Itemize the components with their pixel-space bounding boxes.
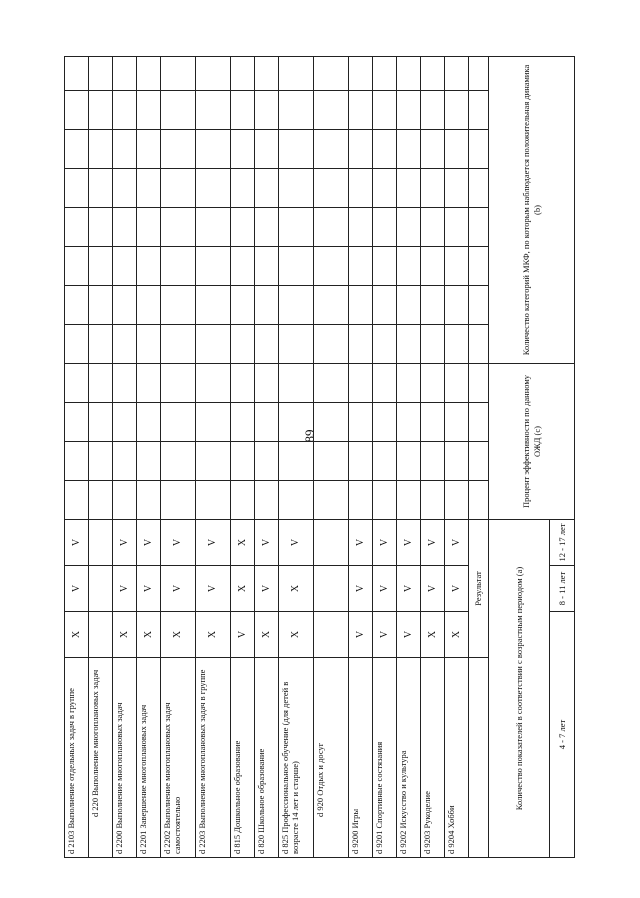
empty-cell [349,286,373,325]
mark-cell: V [349,566,373,612]
empty-cell [196,481,231,520]
mark-cell: V [397,520,421,566]
empty-cell [445,442,469,481]
empty-cell [137,91,161,130]
mark-cell [314,612,349,658]
mark-cell: V [113,566,137,612]
empty-cell [231,442,255,481]
mark-cell: V [161,566,196,612]
mark-cell: V [397,566,421,612]
empty-cell [137,247,161,286]
empty-cell [445,247,469,286]
empty-cell [196,442,231,481]
empty-cell [373,91,397,130]
empty-cell [113,247,137,286]
table-row [373,57,397,858]
empty-cell [279,286,314,325]
empty-cell [231,169,255,208]
mark-cell [89,612,113,658]
page-number: 89 [302,429,317,443]
empty-cell [445,364,469,403]
footer-col-b: Количество категорий МКФ, по которым наблюдается положительная динамика (b) [489,57,575,364]
empty-cell [421,130,445,169]
row-label: d 2200 Выполнение многоплановых задач [113,658,137,858]
mark-cell: X [231,566,255,612]
empty-cell [314,169,349,208]
footer-col-a: Количество показателей в соответствии с возрастным периодом (а) [489,520,550,858]
empty-cell [314,442,349,481]
empty-cell [279,481,314,520]
empty-cell [397,442,421,481]
empty-cell [65,364,89,403]
empty-cell [469,169,489,208]
result-row [469,57,489,858]
empty-cell [65,403,89,442]
empty-cell [397,208,421,247]
mark-cell: X [137,612,161,658]
age-group-label: 4 - 7 лет [550,612,575,858]
empty-cell [373,208,397,247]
table-body [65,57,575,858]
age-group-label: 12 - 17 лет [550,520,575,566]
empty-cell [445,208,469,247]
empty-cell [373,57,397,91]
empty-cell [421,169,445,208]
row-label: d 820 Школьное образование [255,658,279,858]
empty-cell [196,130,231,169]
mark-cell: V [373,520,397,566]
empty-cell [469,325,489,364]
empty-cell [255,286,279,325]
empty-cell [89,403,113,442]
empty-cell [445,481,469,520]
rotated-table-container [64,58,567,858]
mark-cell: V [279,520,314,566]
empty-cell [113,481,137,520]
empty-cell [255,325,279,364]
empty-cell [279,403,314,442]
empty-cell [349,325,373,364]
empty-cell [113,325,137,364]
empty-cell [231,481,255,520]
mark-cell [314,566,349,612]
row-label: d 815 Дошкольное образование [231,658,255,858]
empty-cell [161,286,196,325]
empty-cell [314,481,349,520]
empty-cell [314,57,349,91]
empty-cell [397,286,421,325]
empty-cell [161,403,196,442]
empty-cell [113,91,137,130]
empty-cell [196,208,231,247]
empty-cell [196,286,231,325]
table-row [314,57,349,858]
empty-cell [469,91,489,130]
empty-cell [113,403,137,442]
mark-cell: X [421,612,445,658]
empty-cell [137,130,161,169]
empty-cell [255,481,279,520]
mark-cell: X [279,612,314,658]
empty-cell [373,247,397,286]
empty-cell [373,481,397,520]
empty-cell [255,364,279,403]
mark-cell: V [349,612,373,658]
empty-cell [469,364,489,403]
empty-cell [349,208,373,247]
footer-header-row [489,57,550,858]
empty-cell [349,442,373,481]
empty-cell [89,442,113,481]
empty-cell [469,403,489,442]
row-label: d 2203 Выполнение многоплановых задач в группе [196,658,231,858]
empty-cell [421,325,445,364]
empty-cell [445,130,469,169]
empty-cell [397,364,421,403]
empty-cell [469,481,489,520]
empty-cell [113,169,137,208]
table-row [89,57,113,858]
empty-cell [196,364,231,403]
empty-cell [231,208,255,247]
empty-cell [445,403,469,442]
empty-cell [231,247,255,286]
row-label: d 9203 Рукоделие [421,658,445,858]
empty-cell [279,325,314,364]
empty-cell [469,442,489,481]
empty-cell [137,208,161,247]
empty-cell [314,208,349,247]
empty-cell [137,364,161,403]
table-row [255,57,279,858]
empty-cell [349,169,373,208]
empty-cell [231,286,255,325]
row-label: d 9200 Игры [349,658,373,858]
empty-cell [89,91,113,130]
empty-cell [314,364,349,403]
row-label: d 2103 Выполнение отдельных задач в группе [65,658,89,858]
assessment-table [64,56,575,858]
mark-cell: V [65,566,89,612]
empty-cell [113,364,137,403]
mark-cell: V [255,520,279,566]
empty-cell [421,208,445,247]
empty-cell [161,442,196,481]
mark-cell: V [196,520,231,566]
empty-cell [469,57,489,91]
empty-cell [113,442,137,481]
mark-cell: X [255,612,279,658]
empty-cell [113,130,137,169]
empty-cell [255,130,279,169]
empty-cell [196,325,231,364]
empty-cell [314,91,349,130]
empty-cell [65,247,89,286]
empty-cell [397,130,421,169]
empty-cell [255,91,279,130]
empty-cell [137,325,161,364]
empty-cell [65,481,89,520]
empty-cell [137,442,161,481]
empty-cell [373,169,397,208]
empty-cell [469,208,489,247]
empty-cell [89,247,113,286]
empty-cell [65,169,89,208]
mark-cell [89,520,113,566]
empty-cell [373,325,397,364]
empty-cell [421,442,445,481]
table-row [137,57,161,858]
empty-cell [65,130,89,169]
row-label: d 9201 Спортивные состязания [373,658,397,858]
empty-cell [255,442,279,481]
empty-cell [196,247,231,286]
empty-cell [161,325,196,364]
mark-cell: V [255,566,279,612]
empty-cell [255,247,279,286]
empty-cell [231,57,255,91]
empty-cell [196,169,231,208]
empty-cell [421,364,445,403]
mark-cell: X [279,566,314,612]
empty-cell [421,247,445,286]
table-row [65,57,89,858]
empty-cell [349,57,373,91]
mark-cell [89,566,113,612]
empty-cell [445,286,469,325]
mark-cell: V [161,520,196,566]
empty-cell [65,325,89,364]
empty-cell [231,91,255,130]
empty-cell [161,91,196,130]
mark-cell: X [196,612,231,658]
empty-cell [137,57,161,91]
empty-cell [421,286,445,325]
row-label: d 9204 Хобби [445,658,469,858]
empty-cell [279,91,314,130]
empty-cell [231,403,255,442]
empty-cell [445,169,469,208]
empty-cell [421,481,445,520]
empty-cell [469,247,489,286]
table-row [231,57,255,858]
mark-cell: V [349,520,373,566]
row-label: d 825 Профессиональное обучение (для детей в возрасте 14 лет и старше) [279,658,314,858]
empty-cell [161,364,196,403]
table-row [397,57,421,858]
empty-cell [397,57,421,91]
empty-cell [89,130,113,169]
table-row [445,57,469,858]
mark-cell: V [373,612,397,658]
mark-cell: V [137,566,161,612]
empty-cell [349,91,373,130]
empty-cell [113,286,137,325]
empty-cell [373,364,397,403]
empty-cell [421,57,445,91]
mark-cell: X [65,612,89,658]
row-label: d 2201 Завершение многоплановых задач [137,658,161,858]
empty-cell [255,208,279,247]
age-group-label: 8 - 11 лет [550,566,575,612]
mark-cell: V [231,612,255,658]
empty-cell [349,481,373,520]
empty-cell [65,208,89,247]
empty-cell [279,364,314,403]
empty-cell [161,57,196,91]
mark-cell: V [65,520,89,566]
empty-cell [397,403,421,442]
row-label: d 220 Выполнение многоплановых задач [89,658,113,858]
empty-cell [89,286,113,325]
mark-cell: V [113,520,137,566]
mark-cell: V [196,566,231,612]
empty-cell [314,403,349,442]
empty-cell [421,91,445,130]
empty-cell [89,169,113,208]
result-label: Результат [469,520,489,658]
empty-cell [445,57,469,91]
empty-cell [445,325,469,364]
empty-cell [469,286,489,325]
empty-cell [65,286,89,325]
empty-cell [397,325,421,364]
empty-cell [397,91,421,130]
result-empty [469,658,489,858]
mark-cell: V [397,612,421,658]
empty-cell [89,364,113,403]
empty-cell [314,286,349,325]
empty-cell [89,57,113,91]
empty-cell [255,403,279,442]
empty-cell [397,169,421,208]
empty-cell [373,286,397,325]
table-row [113,57,137,858]
empty-cell [231,325,255,364]
empty-cell [279,169,314,208]
table-row [279,57,314,858]
footer-col-c: Процент эффективности по данному ОЖД (с) [489,364,575,520]
empty-cell [279,247,314,286]
empty-cell [137,286,161,325]
empty-cell [349,247,373,286]
empty-cell [89,208,113,247]
empty-cell [255,57,279,91]
empty-cell [314,130,349,169]
empty-cell [397,247,421,286]
mark-cell: V [421,520,445,566]
empty-cell [161,208,196,247]
row-label: d 2202 Выполнение многоплановых задач самостоятельно [161,658,196,858]
row-label: d 9202 Искусство и культура [397,658,421,858]
empty-cell [373,442,397,481]
mark-cell: X [113,612,137,658]
empty-cell [349,364,373,403]
table-row [161,57,196,858]
mark-cell [314,520,349,566]
empty-cell [279,442,314,481]
empty-cell [279,130,314,169]
empty-cell [137,403,161,442]
empty-cell [445,91,469,130]
empty-cell [421,403,445,442]
empty-cell [89,325,113,364]
empty-cell [65,57,89,91]
empty-cell [137,169,161,208]
empty-cell [196,91,231,130]
empty-cell [279,57,314,91]
empty-cell [113,208,137,247]
empty-cell [279,208,314,247]
empty-cell [161,247,196,286]
table-row [421,57,445,858]
row-label: d 920 Отдых и досуг [314,658,349,858]
empty-cell [231,130,255,169]
mark-cell: V [445,520,469,566]
empty-cell [137,481,161,520]
empty-cell [65,91,89,130]
empty-cell [161,130,196,169]
mark-cell: V [137,520,161,566]
empty-cell [89,481,113,520]
empty-cell [373,130,397,169]
empty-cell [196,403,231,442]
empty-cell [161,481,196,520]
empty-cell [231,364,255,403]
empty-cell [349,403,373,442]
empty-cell [349,130,373,169]
empty-cell [373,403,397,442]
empty-cell [196,57,231,91]
mark-cell: X [161,612,196,658]
table-row [349,57,373,858]
empty-cell [255,169,279,208]
mark-cell: V [373,566,397,612]
empty-cell [397,481,421,520]
mark-cell: X [231,520,255,566]
mark-cell: V [445,566,469,612]
empty-cell [314,247,349,286]
mark-cell: X [445,612,469,658]
empty-cell [314,325,349,364]
empty-cell [113,57,137,91]
empty-cell [469,130,489,169]
empty-cell [65,442,89,481]
empty-cell [161,169,196,208]
mark-cell: V [421,566,445,612]
table-row [196,57,231,858]
